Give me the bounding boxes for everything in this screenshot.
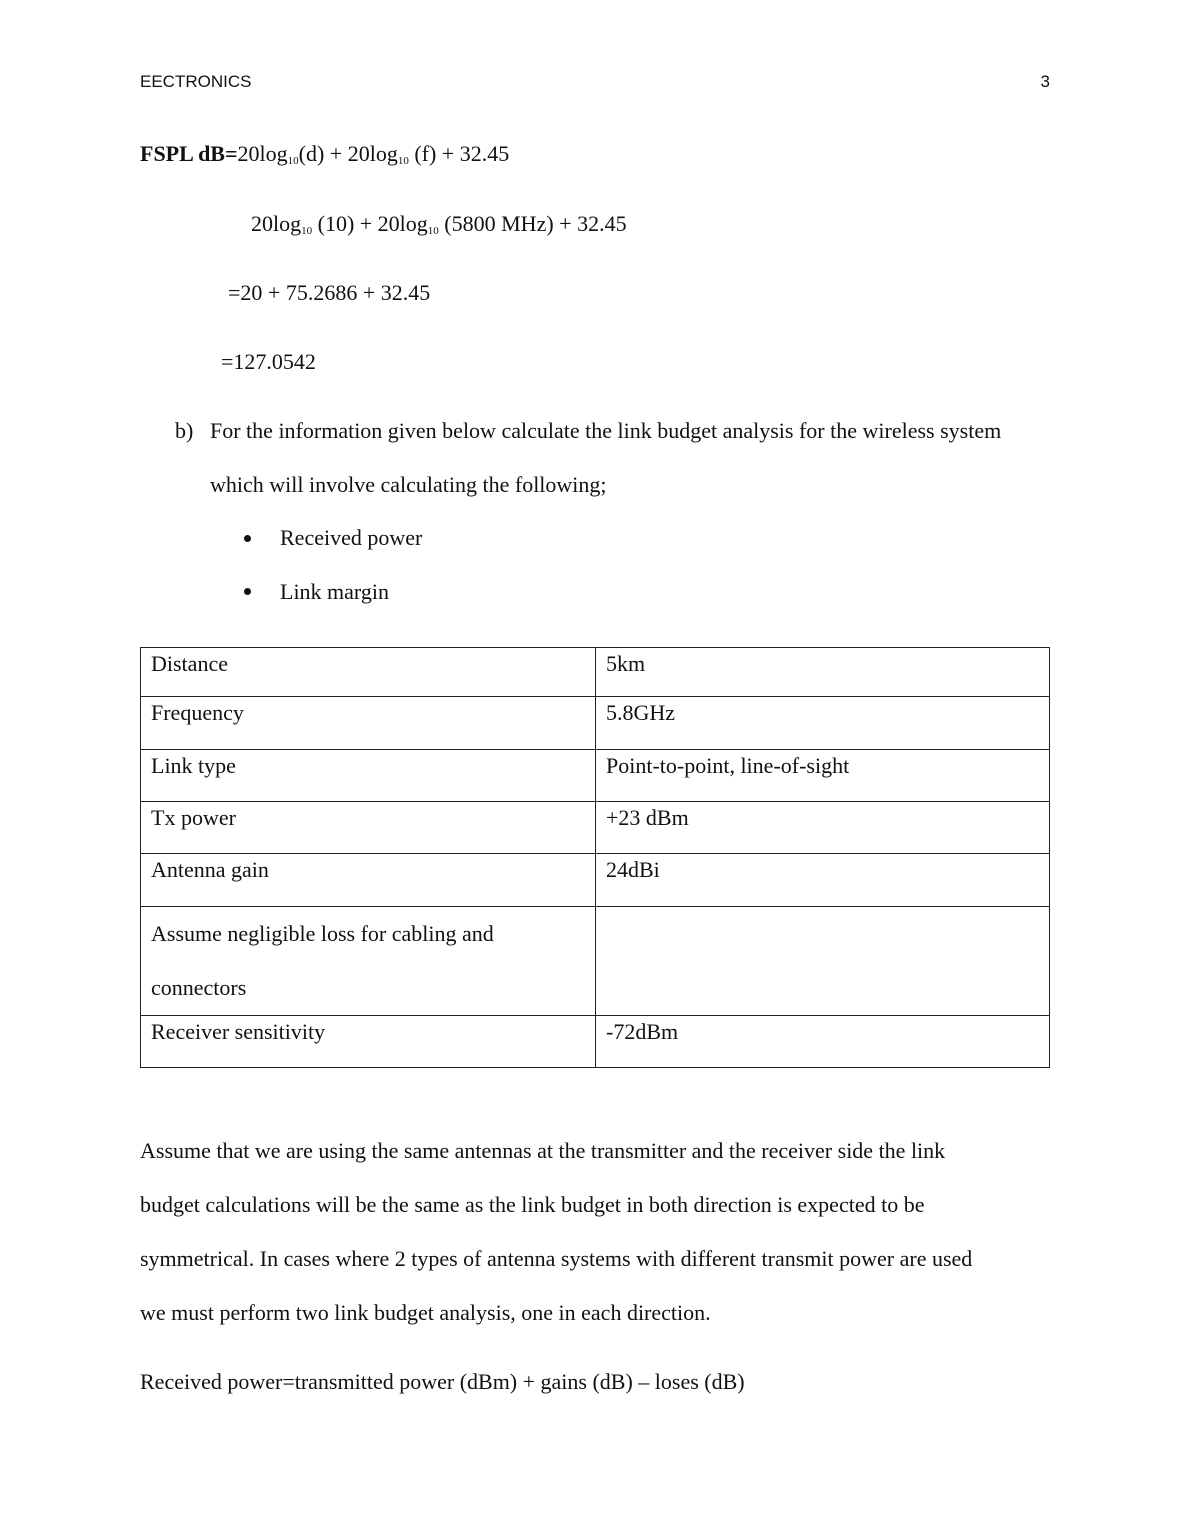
paragraph-line: we must perform two link budget analysis, one in each direction. <box>140 1300 711 1325</box>
bullet-icon <box>244 588 251 595</box>
table-row <box>141 697 1050 750</box>
table-row <box>141 750 1050 802</box>
table-cell-value: 24dBi <box>596 854 1050 907</box>
fspl-formula-line: FSPL $dB=20\log_{10}(d) + 20\log_{10}$ (f) + 32.45 <box>140 141 510 167</box>
question-marker: b) <box>175 418 194 443</box>
table-cell-value: 5km <box>596 648 1050 697</box>
link-parameters-table <box>140 647 1050 1068</box>
body-paragraph <box>140 1124 1050 1340</box>
table-cell-param: Receiver sensitivity <box>141 1016 596 1068</box>
running-header-title: EECTRONICS <box>140 72 252 91</box>
bullet-item-received-power: Received power <box>280 525 423 550</box>
table-cell-param: Tx power <box>141 802 596 854</box>
table-cell-param: Distance <box>141 648 596 697</box>
fspl-label: FSPL dB= <box>140 141 238 166</box>
table-cell-value: -72dBm <box>596 1016 1050 1068</box>
table-cell-param: Antenna gain <box>141 854 596 907</box>
received-power-formula: Received power=transmitted power (dBm) + gains (dB) – loses (dB) <box>140 1369 745 1394</box>
bullet-item-link-margin: Link margin <box>280 579 389 604</box>
paragraph-line: Assume that we are using the same antennas at the transmitter and the receiver side the link <box>140 1138 946 1163</box>
table-cell-param: Assume negligible loss for cabling and connectors <box>141 907 596 1016</box>
paragraph-line: symmetrical. In cases where 2 types of antenna systems with different transmit power are used <box>140 1246 973 1271</box>
table-cell-value: +23 dBm <box>596 802 1050 854</box>
fspl-sum-line: =20 + 75.2686 + 32.45 <box>228 280 431 305</box>
page-number: 3 <box>1040 72 1050 91</box>
table-row <box>141 802 1050 854</box>
table-cell-param: Frequency <box>141 697 596 750</box>
question-text-line-2: which will involve calculating the following; <box>210 472 607 497</box>
paragraph-line: budget calculations will be the same as the link budget in both direction is expected to be <box>140 1192 925 1217</box>
table-row <box>141 854 1050 907</box>
table-row <box>141 1016 1050 1068</box>
table-row <box>141 648 1050 697</box>
table-row <box>141 907 1050 1016</box>
table-cell-param: Link type <box>141 750 596 802</box>
table-cell-value: Point-to-point, line-of-sight <box>596 750 1050 802</box>
bullet-icon <box>244 535 251 542</box>
fspl-result-line: =127.0542 <box>221 349 316 374</box>
table-cell-value <box>596 907 1050 1016</box>
table-cell-value: 5.8GHz <box>596 697 1050 750</box>
fspl-substitution-line: $20\log_{10}$ $(10) + 20\log_{10}$ (5800 MHz) + 32.45 <box>251 211 627 237</box>
question-text-line-1: For the information given below calculate the link budget analysis for the wireless system <box>210 418 1002 443</box>
